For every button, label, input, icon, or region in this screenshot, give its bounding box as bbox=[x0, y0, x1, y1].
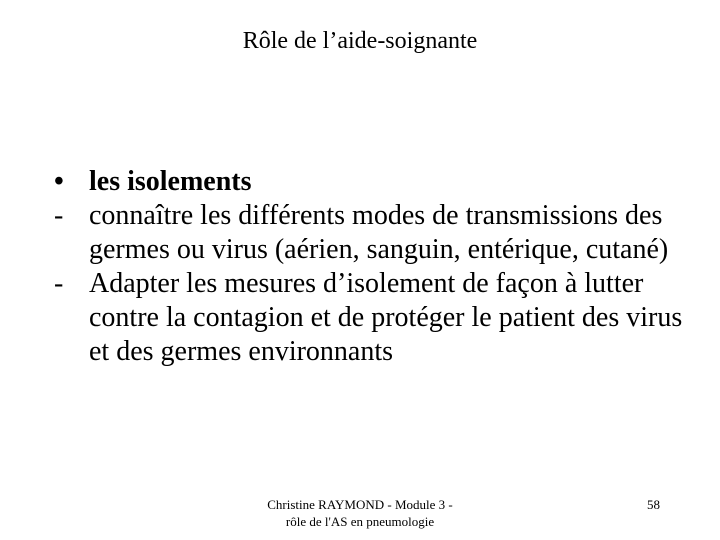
bullet-text: les isolements bbox=[89, 166, 252, 197]
bullet-item-transmission-modes bbox=[54, 199, 694, 267]
bullet-text: connaître les différents modes de transmissions des germes ou virus (aérien, sanguin, entérique, cutané) bbox=[89, 200, 669, 265]
page-number: 58 bbox=[647, 497, 660, 512]
bullet-list bbox=[54, 165, 694, 369]
bullet-text: Adapter les mesures d’isolement de façon à lutter contre la contagion et de protéger le patient des virus et des germes environnants bbox=[89, 268, 683, 367]
bullet-item-isolation-measures bbox=[54, 267, 694, 369]
dash-marker: - bbox=[54, 268, 64, 299]
slide-title: Rôle de l’aide-soignante bbox=[242, 28, 478, 54]
bullet-item-isolements bbox=[54, 165, 694, 199]
footer-author-module bbox=[240, 496, 480, 530]
dash-marker: - bbox=[54, 200, 64, 231]
footer-line-1: Christine RAYMOND - Module 3 - bbox=[267, 497, 453, 512]
bullet-marker: • bbox=[54, 166, 64, 197]
footer-line-2: rôle de l'AS en pneumologie bbox=[285, 514, 435, 529]
